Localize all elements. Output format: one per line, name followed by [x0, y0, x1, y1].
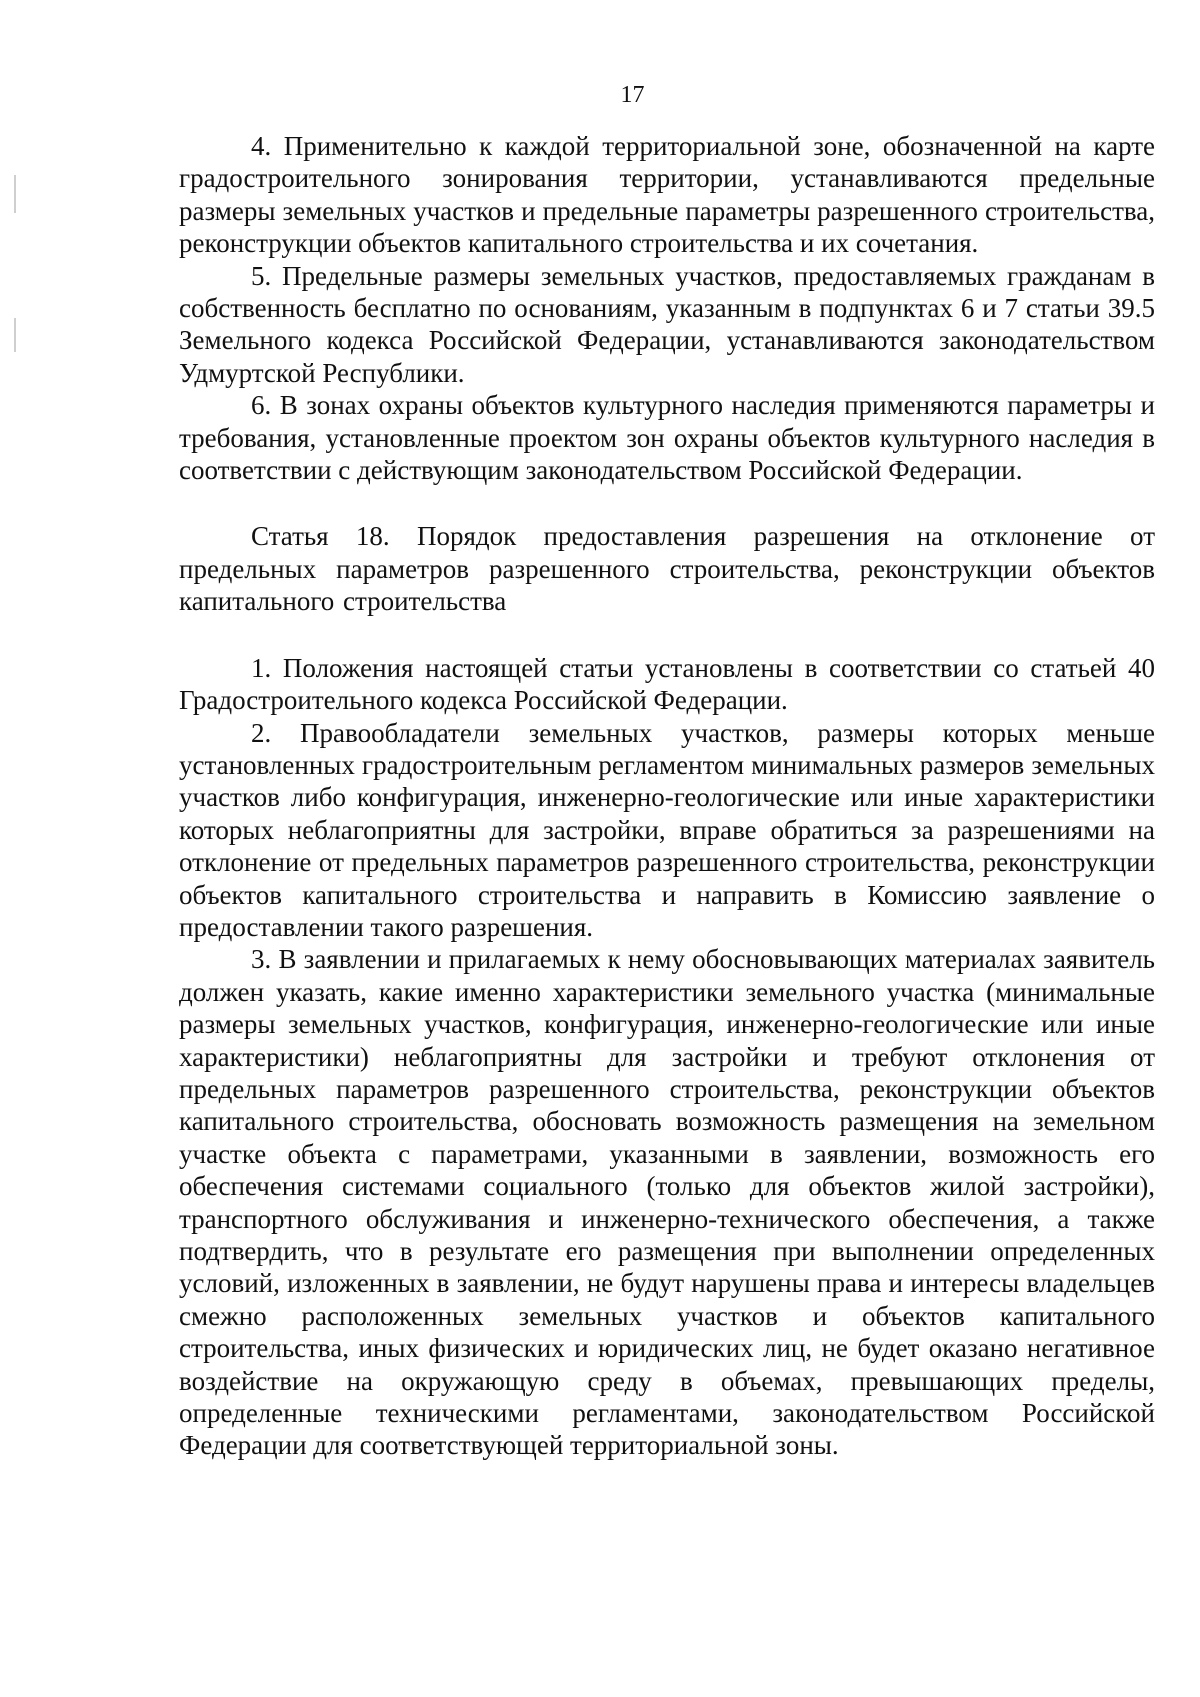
section-spacer: [179, 618, 1155, 652]
paragraph-6: 6. В зонах охраны объектов культурного наследия применяются параметры и требования, установленные проектом зон охраны объектов культурного наследия в соответствии с действующим законодательством Российской Федерации.: [179, 390, 1155, 486]
section-spacer: [179, 486, 1155, 520]
document-body: [179, 130, 1155, 1462]
scan-margin-mark: [14, 318, 16, 352]
article-18-paragraph-2: 2. Правообладатели земельных участков, размеры которых меньше установленных градостроительным регламентом минимальных размеров земельных участков либо конфигурация, инженерно-геологические или иные характеристики которых неблагоприятны для застройки, вправе обратиться за разрешениями на отклонение от предельных параметров разрешенного строительства, реконструкции объектов капитального строительства и направить в Комиссию заявление о предоставлении такого разрешения.: [179, 717, 1155, 942]
page-number: 17: [620, 82, 645, 108]
article-18-paragraph-1: 1. Положения настоящей статьи установлены в соответствии со статьей 40 Градостроительного кодекса Российской Федерации.: [179, 652, 1155, 716]
scan-margin-mark: [14, 175, 16, 213]
article-18-heading: Статья 18. Порядок предоставления разрешения на отклонение от предельных параметров разрешенного строительства, реконструкции объектов капитального строительства: [179, 521, 1155, 617]
article-18-paragraph-3: 3. В заявлении и прилагаемых к нему обосновывающих материалах заявитель должен указать, какие именно характеристики земельного участка (минимальные размеры земельных участков, конфигурация, инженерно-геологические или иные характеристики) неблагоприятны для застройки и требуют отклонения от предельных параметров разрешенного строительства, реконструкции объектов капитального строительства, обосновать возможность размещения на земельном участке объекта с параметрами, указанными в заявлении, возможность его обеспечения системами социального (только для объектов жилой застройки), транспортного обслуживания и инженерно-технического обеспечения, а также подтвердить, что в результате его размещения при выполнении определенных условий, изложенных в заявлении, не будут нарушены права и интересы владельцев смежно расположенных земельных участков и объектов капитального строительства, иных физических и юридических лиц, не будет оказано негативное воздействие на окружающую среду в объемах, превышающих пределы, определенные техническими регламентами, законодательством Российской Федерации для соответствующей территориальной зоны.: [179, 944, 1155, 1461]
paragraph-5: 5. Предельные размеры земельных участков, предоставляемых гражданам в собственность бесплатно по основаниям, указанным в подпунктах 6 и 7 статьи 39.5 Земельного кодекса Российской Федерации, устанавливаются законодательством Удмуртской Республики.: [179, 260, 1155, 388]
paragraph-4: 4. Применительно к каждой территориальной зоне, обозначенной на карте градостроительного зонирования территории, устанавливаются предельные размеры земельных участков и предельные параметры разрешенного строительства, реконструкции объектов капитального строительства и их сочетания.: [179, 131, 1155, 259]
